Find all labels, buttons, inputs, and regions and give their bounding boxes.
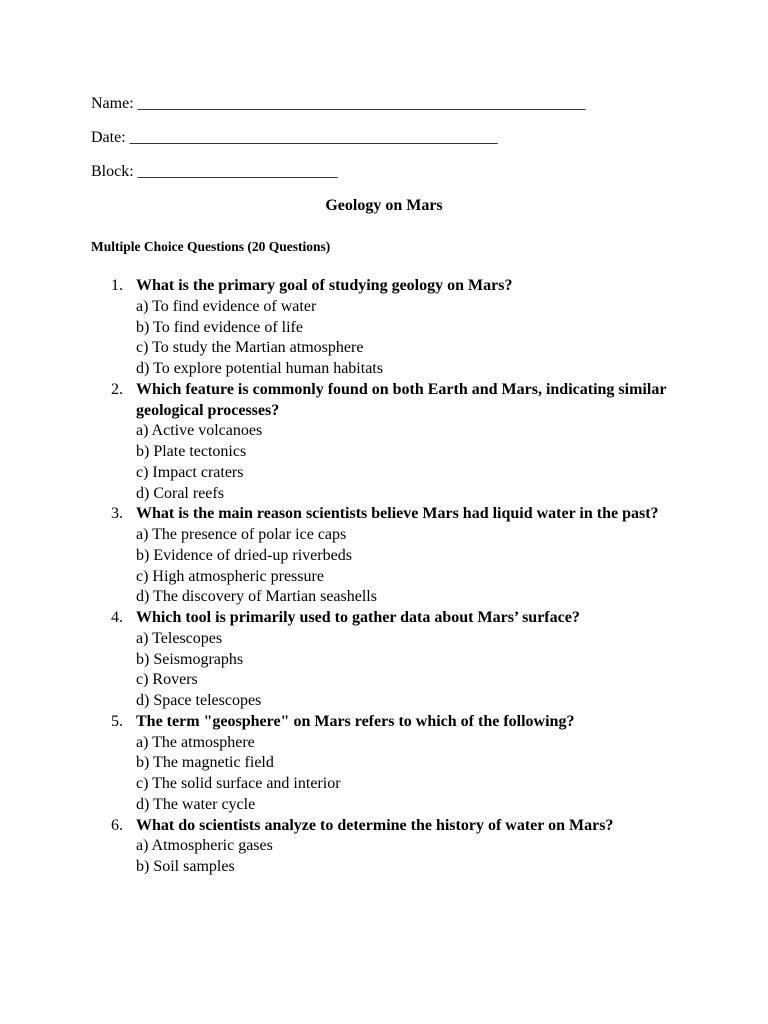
- option: c) To study the Martian atmosphere: [136, 339, 364, 357]
- section-title: Multiple Choice Questions (20 Questions): [91, 239, 331, 254]
- question-3: [0, 504, 676, 608]
- block-label: Block:: [91, 163, 134, 180]
- question-number: 1.: [111, 277, 123, 294]
- question-text: What is the primary goal of studying geology on Mars?: [136, 277, 513, 294]
- option: d) To explore potential human habitats: [136, 360, 383, 377]
- option: b) Plate tectonics: [136, 443, 247, 460]
- option: a) Atmospheric gases: [136, 837, 273, 855]
- date-field: [91, 128, 498, 148]
- option: a) The atmosphere: [136, 733, 255, 751]
- option: a) Telescopes: [136, 629, 223, 647]
- option: b) To find evidence of life: [136, 318, 303, 336]
- question-text: Which tool is primarily used to gather data about Mars’ surface?: [136, 609, 580, 626]
- option: a) The presence of polar ice caps: [136, 526, 347, 543]
- question-1: [0, 276, 676, 380]
- name-label: Name:: [91, 95, 134, 112]
- question-number: 2.: [111, 380, 123, 398]
- question-text: The term "geosphere" on Mars refers to which of the following?: [136, 712, 575, 730]
- option: a) To find evidence of water: [136, 297, 317, 315]
- question-list: [0, 276, 768, 878]
- option: c) Rovers: [136, 671, 198, 689]
- date-label: Date:: [91, 129, 126, 146]
- option: c) The solid surface and interior: [136, 775, 341, 792]
- option: d) Coral reefs: [136, 484, 224, 502]
- option: c) High atmospheric pressure: [136, 567, 324, 585]
- question-number: 4.: [111, 609, 123, 626]
- page-title: Geology on Mars: [325, 197, 443, 214]
- option: d) Space telescopes: [136, 692, 262, 709]
- name-line: ________________________________________________________: [137, 95, 586, 112]
- question-text: Which feature is commonly found on both Earth and Mars, indicating similar geological processes?: [136, 380, 667, 419]
- name-field: [91, 94, 586, 114]
- block-field: [91, 162, 338, 182]
- option: c) Impact craters: [136, 463, 244, 481]
- option: b) Soil samples: [136, 858, 235, 875]
- question-2: [0, 380, 676, 505]
- option: b) Seismographs: [136, 650, 244, 668]
- question-text: What is the main reason scientists believe Mars had liquid water in the past?: [136, 505, 659, 523]
- option: d) The discovery of Martian seashells: [136, 588, 377, 606]
- question-6: [0, 816, 676, 878]
- option: d) The water cycle: [136, 795, 256, 813]
- question-text: What do scientists analyze to determine the history of water on Mars?: [136, 816, 614, 834]
- block-line: _________________________: [137, 163, 338, 180]
- option: b) The magnetic field: [136, 754, 274, 772]
- question-number: 6.: [111, 816, 123, 834]
- option: b) Evidence of dried-up riverbeds: [136, 546, 352, 564]
- option: a) Active volcanoes: [136, 422, 263, 440]
- question-4: [0, 608, 676, 712]
- date-line: ______________________________________________: [129, 129, 498, 146]
- question-number: 5.: [111, 712, 123, 730]
- question-5: [0, 712, 676, 816]
- question-number: 3.: [111, 505, 123, 523]
